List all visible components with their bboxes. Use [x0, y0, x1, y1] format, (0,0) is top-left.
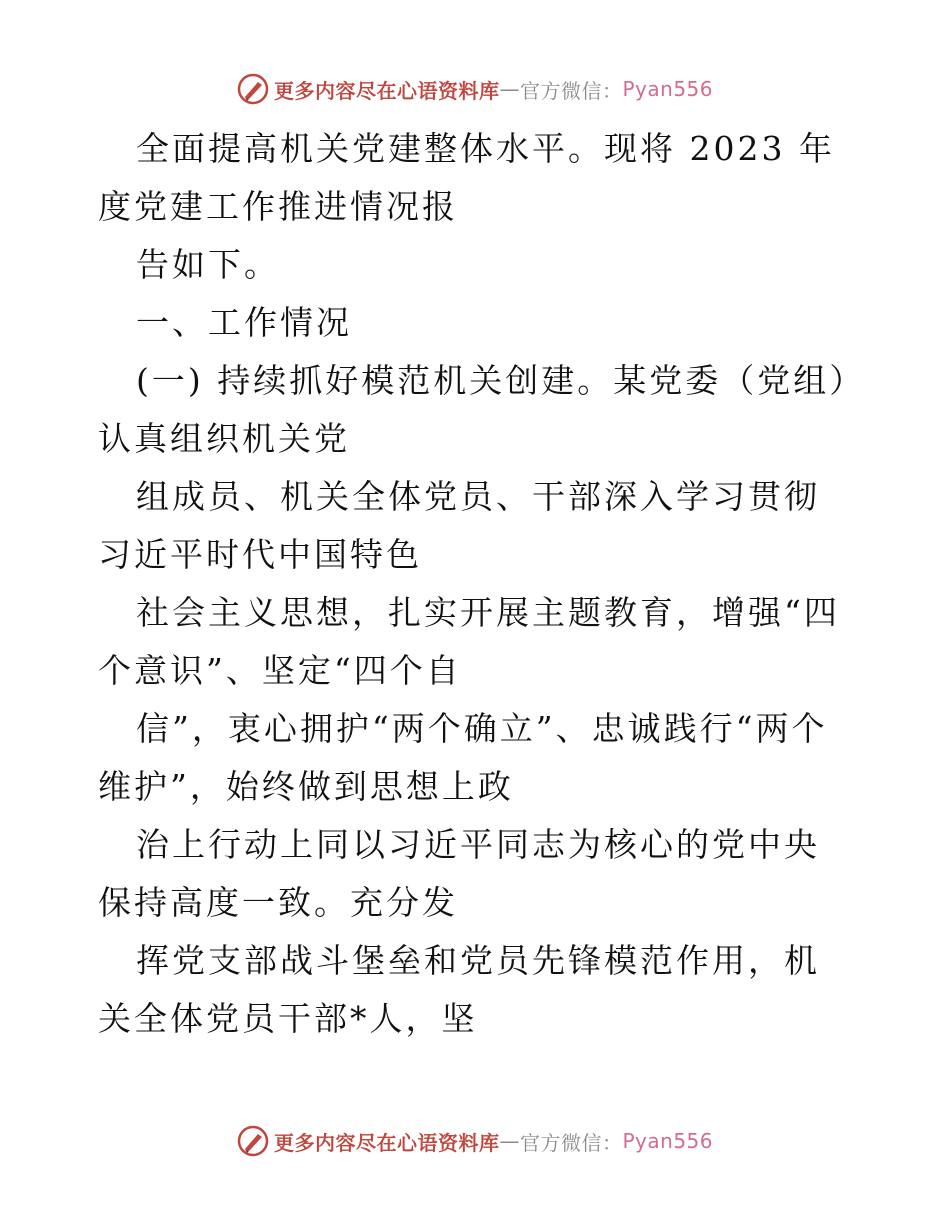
header-watermark — [236, 72, 713, 106]
paragraph-4: 组成员、机关全体党员、干部深入学习贯彻习近平时代中国特色 — [98, 477, 820, 574]
footer-watermark — [236, 1124, 713, 1158]
watermark-label: 官方微信： — [520, 1130, 623, 1155]
section-heading: 一、工作情况 — [136, 303, 352, 342]
watermark-account: Pyan556 — [622, 77, 714, 101]
watermark-account: Pyan556 — [622, 1129, 714, 1153]
paragraph-3: (一) 持续抓好模范机关创建。某党委（党组）认真组织机关党 — [98, 361, 849, 458]
pen-logo-icon — [236, 72, 270, 106]
pen-logo-icon — [236, 1124, 270, 1158]
watermark-brand: 更多内容尽在心语资料库 — [274, 1130, 500, 1155]
watermark-label: 官方微信： — [520, 78, 623, 103]
watermark-dash: — — [499, 77, 520, 101]
watermark-dash: — — [499, 1129, 520, 1153]
paragraph-2: 告如下。 — [136, 245, 280, 284]
watermark-brand: 更多内容尽在心语资料库 — [274, 78, 500, 103]
paragraph-6: 信”，衷心拥护“两个确立”、忠诚践行“两个维护”，始终做到思想上政 — [98, 709, 828, 806]
paragraph-1: 全面提高机关党建整体水平。现将 2023 年度党建工作推进情况报 — [98, 129, 835, 226]
paragraph-7: 治上行动上同以习近平同志为核心的党中央保持高度一致。充分发 — [98, 825, 820, 922]
paragraph-5: 社会主义思想，扎实开展主题教育，增强“四个意识”、坚定“四个自 — [98, 593, 840, 690]
document-body — [98, 120, 854, 1048]
paragraph-8: 挥党支部战斗堡垒和党员先锋模范作用，机关全体党员干部*人，坚 — [98, 941, 820, 1038]
